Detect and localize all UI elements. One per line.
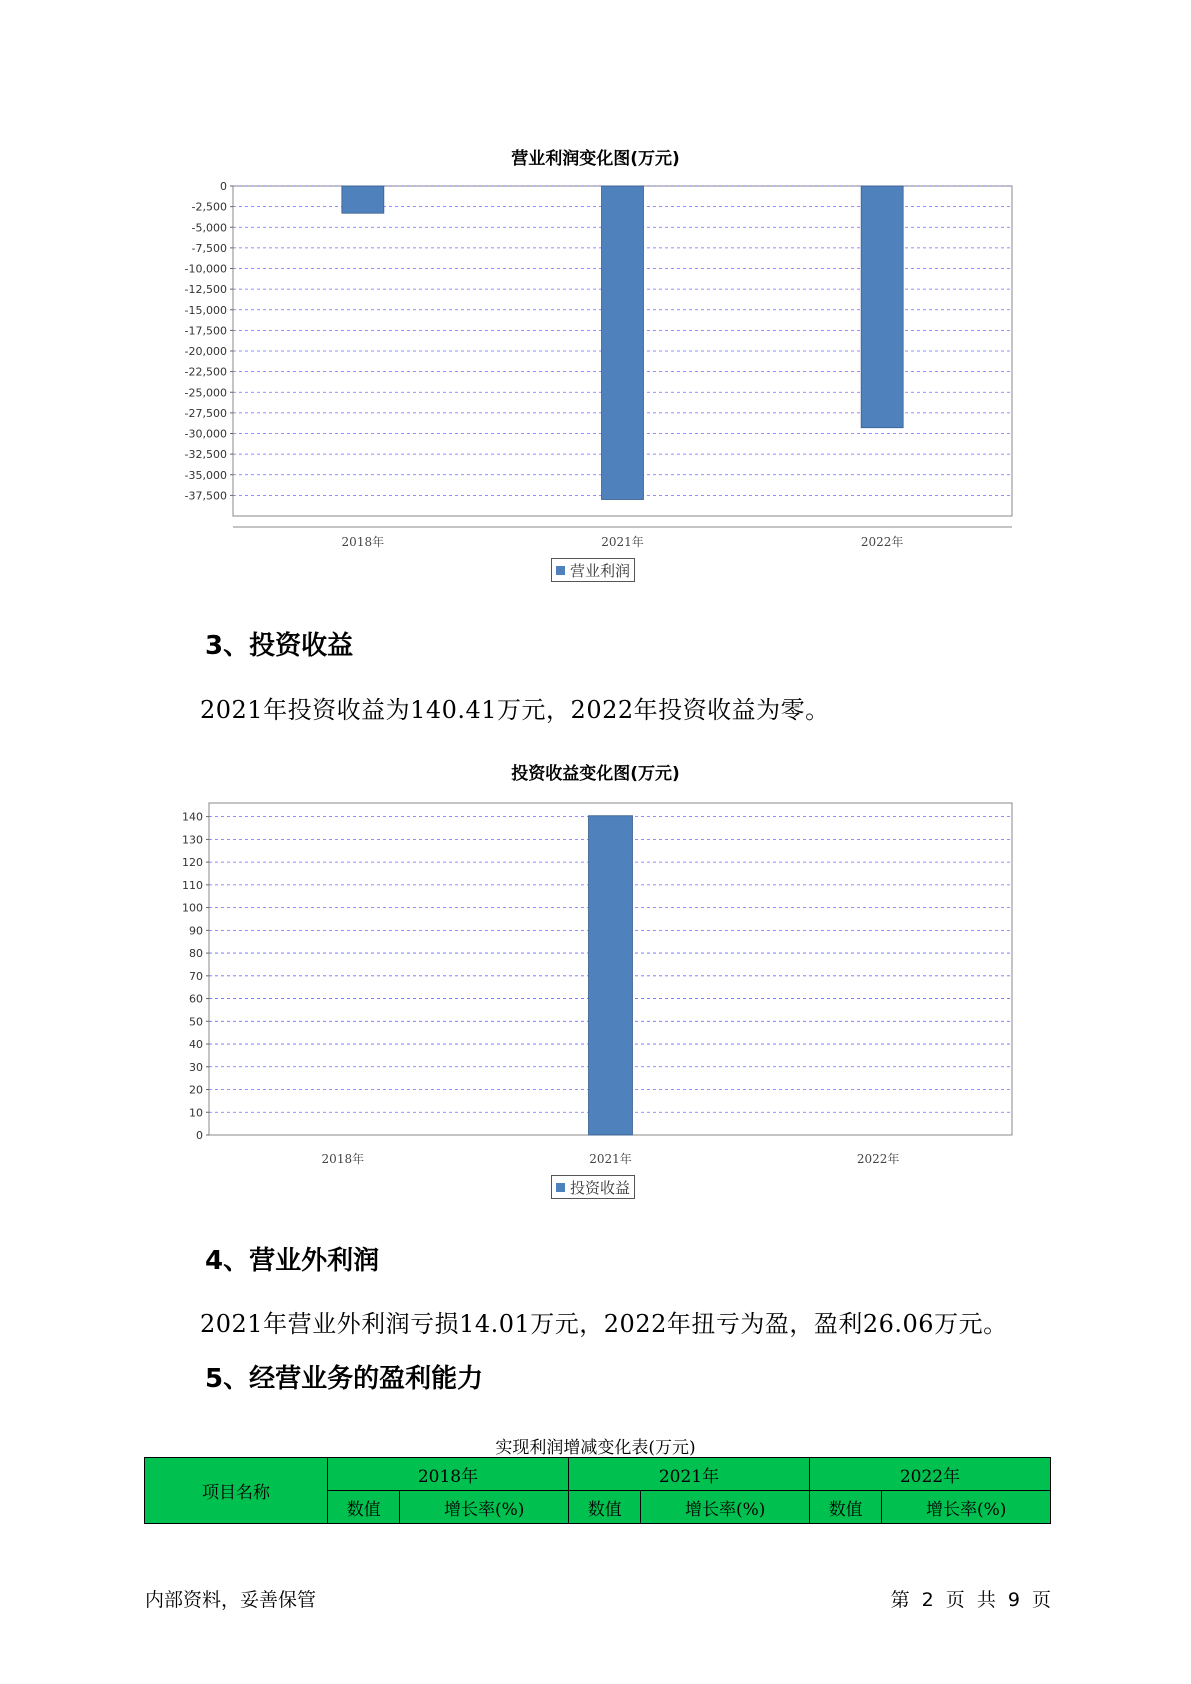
y-tick-label: 40	[189, 1038, 203, 1052]
y-tick-label: 0	[196, 1129, 203, 1142]
y-tick-label: -37,500	[184, 489, 227, 503]
y-tick-label: -22,500	[184, 365, 227, 379]
y-tick-label: 120	[182, 856, 203, 870]
header-year: 2018年	[328, 1458, 569, 1491]
section3-heading: 3、投资收益	[205, 631, 354, 661]
y-tick-label: 60	[189, 992, 203, 1006]
y-tick-label: 30	[189, 1060, 203, 1074]
y-tick-label: 130	[182, 833, 203, 847]
header-item-name: 项目名称	[145, 1458, 328, 1524]
y-tick-label: -32,500	[184, 448, 227, 462]
chart2-legend	[551, 1175, 635, 1199]
y-tick-label: -12,500	[184, 283, 227, 297]
y-tick-label: 70	[189, 969, 203, 983]
header-year: 2021年	[568, 1458, 809, 1491]
section5-heading: 5、经营业务的盈利能力	[205, 1364, 484, 1394]
bar	[589, 816, 633, 1135]
y-tick-label: -5,000	[191, 221, 227, 235]
subheader-rate: 增长率(%)	[641, 1491, 810, 1524]
subheader-value: 数值	[568, 1491, 640, 1524]
y-tick-label: -30,000	[184, 427, 227, 441]
table-title: 实现利润增减变化表(万元)	[495, 1438, 696, 1458]
header-year: 2022年	[809, 1458, 1050, 1491]
legend-swatch	[556, 1183, 565, 1192]
section3-text: 2021年投资收益为140.41万元，2022年投资收益为零。	[200, 696, 830, 724]
chart1-legend-label: 营业利润	[570, 561, 631, 580]
x-category-label: 2021年	[589, 1152, 632, 1166]
footer-page-number: 第 2 页 共 9 页	[890, 1589, 1051, 1611]
y-tick-label: -7,500	[191, 241, 227, 255]
subheader-rate: 增长率(%)	[400, 1491, 569, 1524]
subheader-value: 数值	[809, 1491, 881, 1524]
y-tick-label: -27,500	[184, 406, 227, 420]
table-header-row	[145, 1458, 1051, 1491]
subheader-rate: 增长率(%)	[882, 1491, 1051, 1524]
y-tick-label: -20,000	[184, 345, 227, 358]
y-tick-label: 100	[182, 901, 203, 915]
y-tick-label: -10,000	[184, 262, 227, 276]
section4-heading: 4、营业外利润	[205, 1246, 380, 1276]
y-tick-label: -15,000	[184, 303, 227, 317]
x-category-label: 2018年	[321, 1152, 365, 1166]
y-tick-label: 90	[189, 924, 203, 938]
y-tick-label: -25,000	[184, 386, 227, 400]
y-tick-label: 140	[182, 810, 203, 824]
y-tick-label: 20	[189, 1083, 203, 1097]
footer-confidential: 内部资料，妥善保管	[145, 1589, 317, 1611]
y-tick-label: -35,000	[184, 468, 227, 482]
y-tick-label: 0	[220, 180, 227, 193]
chart1-title: 营业利润变化图(万元)	[511, 149, 680, 169]
section4-text: 2021年营业外利润亏损14.01万元，2022年扭亏为盈，盈利26.06万元。	[200, 1310, 1008, 1338]
chart2-title: 投资收益变化图(万元)	[511, 764, 680, 784]
y-tick-label: -17,500	[184, 324, 227, 338]
x-category-label: 2022年	[856, 1152, 900, 1166]
x-category-label: 2021年	[601, 535, 644, 549]
y-tick-label: 110	[182, 878, 203, 892]
chart2-legend-label: 投资收益	[570, 1178, 631, 1197]
x-category-label: 2022年	[860, 535, 904, 549]
x-category-label: 2018年	[341, 535, 385, 549]
y-tick-label: 50	[189, 1015, 203, 1029]
y-tick-label: 10	[189, 1106, 203, 1120]
y-tick-label: -2,500	[191, 200, 227, 214]
y-tick-label: 80	[189, 947, 203, 961]
subheader-value: 数值	[328, 1491, 400, 1524]
profit-change-table	[144, 1457, 1051, 1524]
